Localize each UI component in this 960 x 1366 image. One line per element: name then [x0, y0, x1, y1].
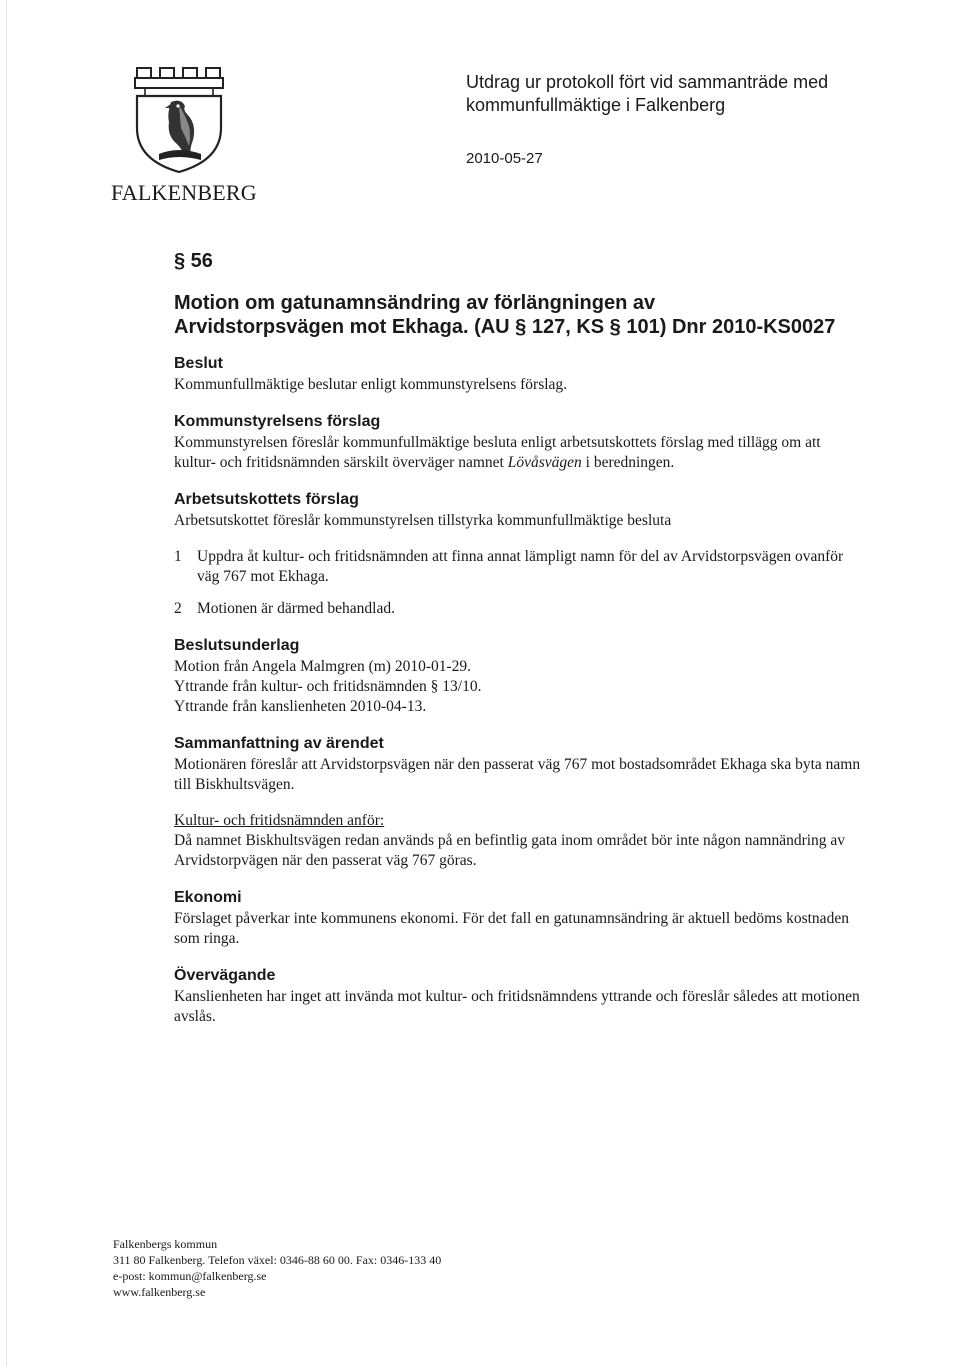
- au-forslag-heading: Arbetsutskottets förslag: [174, 491, 359, 508]
- underlag-line: Yttrande från kanslienheten 2010-04-13.: [174, 698, 427, 715]
- footer-email: e-post: kommun@falkenberg.se: [113, 1269, 267, 1283]
- case-title-line2: Arvidstorpsvägen mot Ekhaga. (AU § 127, KS § 101) Dnr 2010-KS0027: [174, 316, 836, 338]
- underlag-line: Motion från Angela Malmgren (m) 2010-01-29.: [174, 658, 472, 675]
- footer-address: 311 80 Falkenberg. Telefon växel: 0346-88 60 00. Fax: 0346-133 40: [113, 1253, 442, 1267]
- header-title-line2: kommunfullmäktige i Falkenberg: [466, 95, 726, 115]
- beslut-text: Kommunfullmäktige beslutar enligt kommunstyrelsens förslag.: [174, 376, 568, 393]
- list-item-text: Uppdra åt kultur- och fritidsnämnden att finna annat lämpligt namn för del av Arvidstorpsvägen ovanför väg 767 mot Ekhaga.: [197, 548, 844, 585]
- scan-edge: [6, 0, 7, 1366]
- overvagande-text: Kanslienheten har inget att invända mot kultur- och fritidsnämndens yttrande och föreslår således att motionen avslås.: [174, 988, 860, 1025]
- header-title-line1: Utdrag ur protokoll fört vid sammanträde med: [466, 72, 829, 92]
- ekonomi-text: Förslaget påverkar inte kommunens ekonomi. För det fall en gatunamnsändring är aktuell bedöms kostnaden som ringa.: [174, 910, 849, 947]
- paragraph-number: § 56: [174, 250, 213, 272]
- underlag-heading: Beslutsunderlag: [174, 637, 300, 654]
- list-item-number: 2: [174, 600, 182, 617]
- case-title: [174, 291, 864, 339]
- ks-forslag-text-part: Kommunstyrelsen föreslår kommunfullmäktige besluta enligt arbetsutskottets förslag med tillägg om att kultur- och fritidsnämnden särskilt överväger namnet: [174, 434, 821, 471]
- ks-forslag-heading: Kommunstyrelsens förslag: [174, 413, 381, 430]
- footer-contact: [113, 1236, 441, 1300]
- document-body: [174, 247, 864, 1027]
- list-item: [174, 599, 864, 619]
- kfn-text: Då namnet Biskhultsvägen redan används på en befintlig gata inom området bör inte någon namnändring av Arvidstorpvägen när den passerat väg 767 göras.: [174, 832, 846, 869]
- sammanfattning-heading: Sammanfattning av ärendet: [174, 735, 384, 752]
- ks-forslag-street-name: Lövåsvägen: [507, 454, 582, 471]
- sammanfattning-text: Motionären föreslår att Arvidstorpsvägen när den passerat väg 767 mot bostadsområdet Ekhaga ska byta namn till Biskhultsvägen.: [174, 756, 861, 793]
- case-title-line1: Motion om gatunamnsändring av förlängningen av: [174, 292, 656, 314]
- kfn-subheading: Kultur- och fritidsnämnden anför:: [174, 812, 385, 829]
- meeting-date: 2010-05-27: [466, 150, 543, 167]
- list-item-number: 1: [174, 548, 182, 565]
- falkenberg-crest-logo: [131, 66, 227, 176]
- ks-forslag-text: [174, 433, 864, 473]
- overvagande-heading: Övervägande: [174, 967, 276, 984]
- footer-website: www.falkenberg.se: [113, 1285, 206, 1299]
- beslut-heading: Beslut: [174, 355, 223, 372]
- ks-forslag-text-end: i beredningen.: [581, 454, 675, 471]
- footer-org: Falkenbergs kommun: [113, 1237, 218, 1251]
- list-item: [174, 547, 864, 587]
- org-name: FALKENBERG: [111, 180, 257, 205]
- list-item-text: Motionen är därmed behandlad.: [197, 600, 395, 617]
- au-forslag-text: Arbetsutskottet föreslår kommunstyrelsen tillstyrka kommunfullmäktige besluta: [174, 512, 672, 529]
- underlag-line: Yttrande från kultur- och fritidsnämnden § 13/10.: [174, 678, 482, 695]
- protocol-header: [466, 71, 828, 117]
- ekonomi-heading: Ekonomi: [174, 889, 242, 906]
